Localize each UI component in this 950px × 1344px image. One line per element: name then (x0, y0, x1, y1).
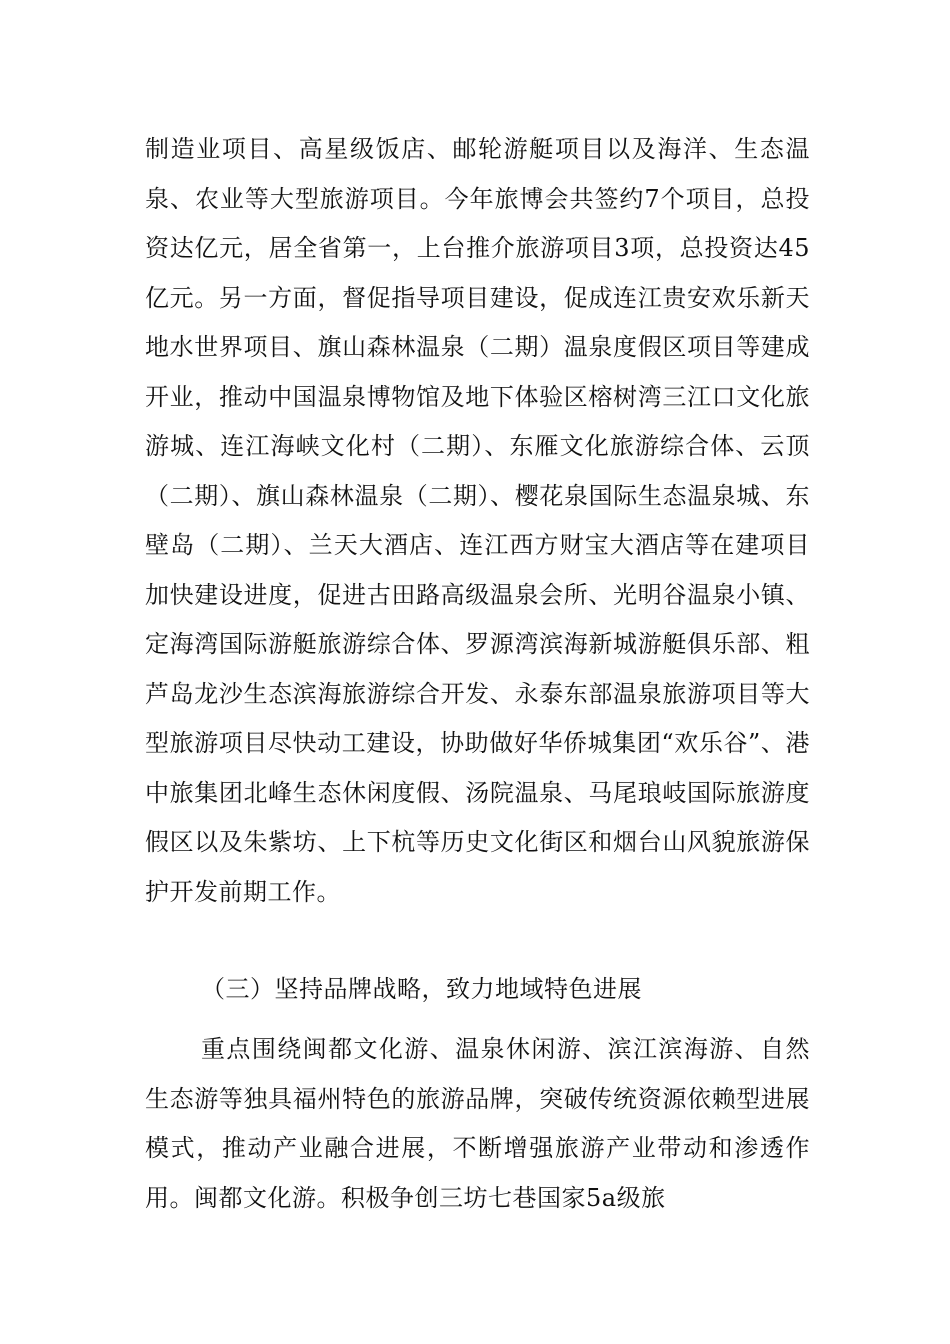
section-heading: （三）坚持品牌战略，致力地域特色进展 (201, 975, 642, 1003)
body-paragraph: 制造业项目、高星级饭店、邮轮游艇项目以及海洋、生态温泉、农业等大型旅游项目。今年旅博会共签约7个项目，总投资达亿元，居全省第一，上台推介旅游项目3项，总投资达45亿元。另一方面，督促指导项目建设，促成连江贵安欢乐新天地水世界项目、旗山森林温泉（二期）温泉度假区项目等建成开业，推动中国温泉博物馆及地下体验区榕树湾三江口文化旅游城、连江海峡文化村（二期）、东雁文化旅游综合体、云顶（二期）、旗山森林温泉（二期）、樱花泉国际生态温泉城、东壁岛（二期）、兰天大酒店、连江西方财宝大酒店等在建项目加快建设进度，促进古田路高级温泉会所、光明谷温泉小镇、定海湾国际游艇旅游综合体、罗源湾滨海新城游艇俱乐部、粗芦岛龙沙生态滨海旅游综合开发、永泰东部温泉旅游项目等大型旅游项目尽快动工建设，协助做好华侨城集团“欢乐谷”、港中旅集团北峰生态休闲度假、汤院温泉、马尾琅岐国际旅游度假区以及朱紫坊、上下杭等历史文化街区和烟台山风貌旅游保护开发前期工作。 (145, 135, 810, 906)
body-paragraph: 重点围绕闽都文化游、温泉休闲游、滨江滨海游、自然生态游等独具福州特色的旅游品牌，突破传统资源依赖型进展模式，推动产业融合进展，不断增强旅游产业带动和渗透作用。闽都文化游。积极争创三坊七巷国家5a级旅 (145, 1035, 810, 1212)
